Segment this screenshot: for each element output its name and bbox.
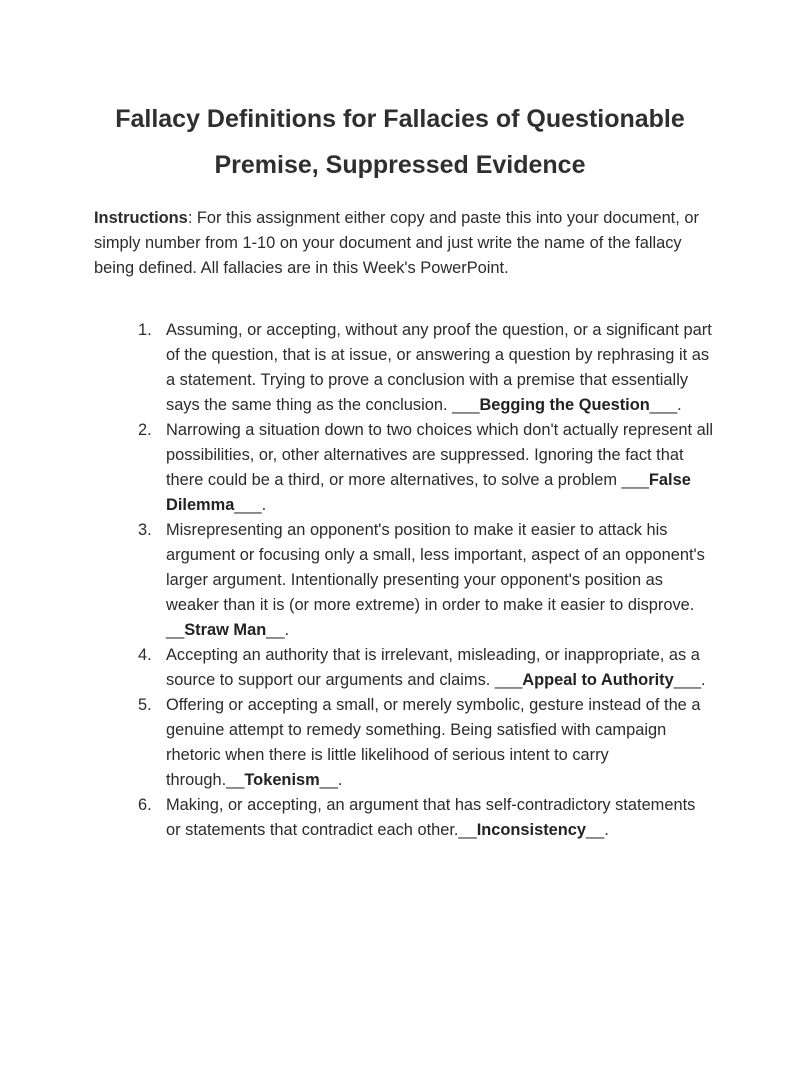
fallacy-answer: Straw Man [184, 621, 267, 639]
fallacy-definition: Assuming, or accepting, without any proof the question, or a significant part of the question, that is at issue, or answering a question by rephrasing it as a statement. Trying to prove a conclusion with a premise that essentially says the same thing as the conclusion. [166, 321, 712, 414]
list-item [94, 418, 714, 518]
instructions-label: Instructions [94, 209, 188, 227]
item-number: 1. [138, 321, 152, 339]
fallacy-list [94, 318, 714, 843]
item-number: 3. [138, 521, 152, 539]
blank-after: __. [586, 821, 609, 839]
item-number: 6. [138, 796, 152, 814]
instructions-text: : For this assignment either copy and paste this into your document, or simply number from 1-10 on your document and just write the name of the fallacy being defined. All fallacies are in this Week's PowerPoint. [94, 209, 699, 277]
blank-before: __ [226, 771, 245, 789]
item-number: 2. [138, 421, 152, 439]
blank-after: ___. [649, 396, 682, 414]
title-line-2: Premise, Suppressed Evidence [214, 151, 586, 179]
fallacy-definition: Offering or accepting a small, or merely symbolic, gesture instead of the a genuine attempt to remedy something. Being satisfied with campaign rhetoric when there is little likelihood of serious intent to carry through. [166, 696, 701, 789]
fallacy-answer: False Dilemma [166, 471, 691, 514]
list-item [94, 793, 714, 843]
blank-before: ___ [621, 471, 649, 489]
blank-after: __. [319, 771, 343, 789]
fallacy-definition: Misrepresenting an opponent's position to make it easier to attack his argument or focusing only a small, less important, aspect of an opponent's larger argument. Intentionally presenting your opponent's position as weaker than it is (or more extreme) in order to make it easier to disprove. [166, 521, 705, 614]
blank-after: __. [266, 621, 290, 639]
fallacy-definition: Making, or accepting, an argument that has self-contradictory statements or statements that contradict each other. [166, 796, 696, 839]
blank-before: ___ [452, 396, 480, 414]
item-number: 4. [138, 646, 152, 664]
fallacy-answer: Tokenism [244, 771, 320, 789]
list-item [94, 693, 714, 793]
list-item [94, 318, 714, 418]
list-item [94, 518, 714, 643]
item-number: 5. [138, 696, 152, 714]
blank-before: __ [166, 621, 185, 639]
fallacy-definition: Narrowing a situation down to two choices which don't actually represent all possibilities, or, other alternatives are suppressed. Ignoring the fact that there could be a third, or more alternatives, to solve a problem [166, 421, 714, 489]
instructions-paragraph [94, 206, 714, 281]
fallacy-answer: Begging the Question [479, 396, 650, 414]
blank-before: __ [458, 821, 477, 839]
blank-after: ___. [234, 496, 267, 514]
fallacy-answer: Appeal to Authority [522, 671, 674, 689]
blank-before: ___ [494, 671, 523, 689]
list-item [94, 643, 714, 693]
fallacy-answer: Inconsistency [476, 821, 587, 839]
title-line-1: Fallacy Definitions for Fallacies of Questionable [115, 105, 685, 133]
document-title [60, 96, 740, 188]
fallacy-definition: Accepting an authority that is irrelevant, misleading, or inappropriate, as a source to support our arguments and claims. [166, 646, 700, 689]
blank-after: ___. [673, 671, 706, 689]
